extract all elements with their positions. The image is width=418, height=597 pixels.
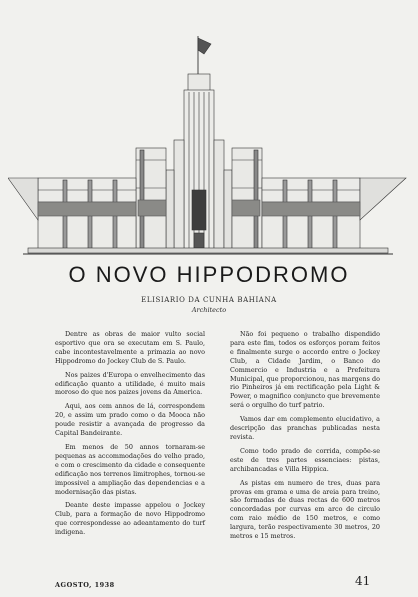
paragraph: Como todo prado de corrida, compõe-se este de tres partes essenciaes: pistas, archibancadas e Villa Hippica. bbox=[230, 446, 380, 473]
article-author: ELISIARIO DA CUNHA BAHIANA bbox=[141, 296, 277, 304]
paragraph: Dentre as obras de maior vulto social esportivo que ora se executam em S. Paulo, cabe incontestavelmente a primazia ao novo Hippodromo do Jockey Club de S. Paulo. bbox=[55, 330, 205, 365]
left-column bbox=[55, 330, 205, 542]
article-title: O NOVO HIPPODROMO bbox=[68, 262, 350, 287]
page-number: 41 bbox=[355, 574, 371, 588]
paragraph: As pistas em numero de tres, duas para provas em grama e uma de areia para treino, são formadas de duas rectas de 600 metros concordadas por curvas em arco de circulo com raio médio de 150 metros, e como largura, terão respectivamente 30 metros, 20 metros e 15 metros. bbox=[230, 478, 380, 541]
issue-date: AGOSTO, 1938 bbox=[55, 581, 115, 589]
paragraph: Vamos dar em complemento elucidativo, a descripção das pranchas publicadas nesta revista. bbox=[230, 415, 380, 441]
paragraph: Nos paizes d'Europa o envelhecimento das edificação quanto a utilidade, é muito mais moroso do que nos paizes jovens da America. bbox=[55, 370, 205, 397]
author-role: Architecto bbox=[191, 306, 227, 314]
paragraph: Aqui, aos cem annos de lá, correspondem 20, e assim um prado como o da Mooca não poude resistir a avançada de progresso da Capital Bandeirante. bbox=[55, 402, 205, 438]
grandstand-elevation-drawing bbox=[8, 30, 408, 260]
paragraph: Em menos de 50 annos tornaram-se pequenas as accommodações do velho prado, e com o crescimento da cidade e consequente edificação nos terrenos limitrophes, tornou-se impossivel a ampliação das dependencias e a modernisação das pistas. bbox=[55, 442, 205, 496]
right-column bbox=[230, 330, 380, 546]
paragraph: Deante deste impasse appelou o Jockey Club, para a formação de novo Hippodromo que correspondesse ao adeantamento do turf indigena. bbox=[55, 501, 205, 537]
paragraph: Não foi pequeno o trabalho dispendido para este fim, todos os esforços poram feitos e finalmente surge o accordo entre o Jockey Club, a Cidade Jardim, o Banco do Commercio e Industria e a Prefeitura Municipal, que proporcionou, nas margens do rio Pinheiros já em rectificação pela Light & Power, o magnifico conjuncto que brevemente será o orgulho do turf patrio. bbox=[230, 330, 380, 410]
